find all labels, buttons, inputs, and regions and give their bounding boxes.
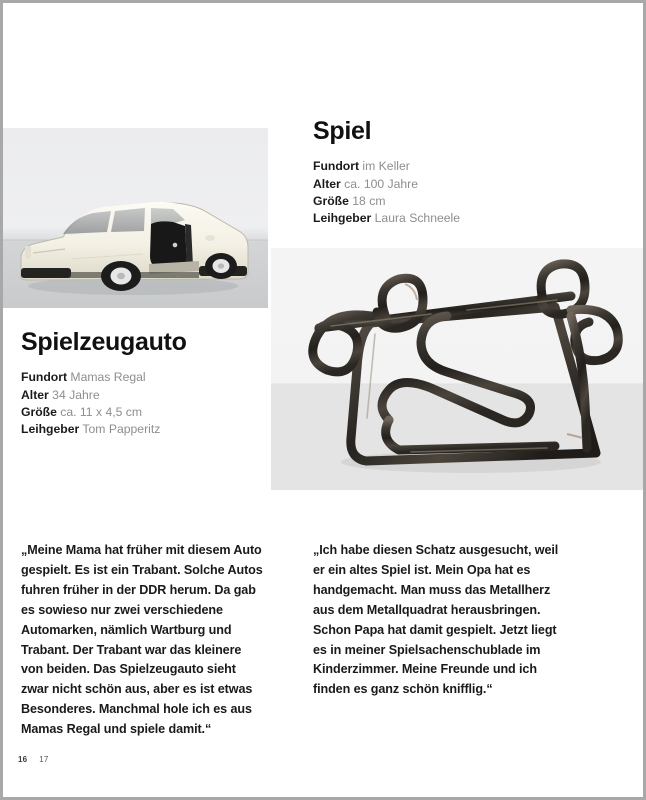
meta-value: Mamas Regal: [70, 370, 146, 385]
meta-label: Größe: [21, 404, 57, 419]
meta-label: Leihgeber: [313, 211, 372, 226]
meta-label: Fundort: [21, 370, 68, 385]
metal-puzzle-illustration: [271, 248, 646, 490]
meta-label: Leihgeber: [21, 422, 80, 437]
left-quote-block: [21, 541, 265, 740]
meta-value: ca. 11 x 4,5 cm: [60, 404, 143, 419]
meta-label: Größe: [313, 193, 349, 208]
left-item-title: Spielzeugauto: [21, 328, 187, 356]
meta-row: [313, 176, 593, 193]
meta-row: [313, 193, 593, 210]
left-meta-list: [21, 369, 269, 438]
left-quote-text: „Meine Mama hat früher mit diesem Auto gespielt. Es ist ein Trabant. Solche Autos fuhren früher in der DDR herum. Da gab es sowieso nur zwei verschiedene Automarken, nämlich Wartburg und Trabant. Der Trabant war das kleinere von beiden. Das Spielzeugauto sieht zwar nicht schön aus, aber es ist etwas Besonderes. Manchmal hole ich es aus Mamas Regal und spiele damit.“: [21, 543, 263, 737]
meta-row: [21, 369, 269, 386]
meta-row: [21, 404, 269, 421]
left-entry-header: [21, 329, 269, 438]
meta-value: Laura Schneele: [374, 211, 461, 226]
toy-car-illustration: [3, 128, 268, 308]
meta-row: [21, 421, 269, 438]
right-quote-text: „Ich habe diesen Schatz ausgesucht, weil er ein altes Spiel ist. Mein Opa hat es handgemacht. Man muss das Metallherz aus dem Metallquadrat herausbringen. Schon Papa hat damit gespielt. Jetzt liegt es in meiner Spielsachenschublade im Kinderzimmer. Meine Freunde und ich finden es ganz schön knifflig.“: [313, 543, 559, 697]
meta-value: Tom Papperitz: [82, 422, 161, 437]
right-meta-list: [313, 158, 593, 227]
meta-label: Fundort: [313, 159, 360, 174]
page-number-footer: [18, 755, 49, 764]
meta-row: [313, 210, 593, 227]
meta-value: im Keller: [362, 159, 410, 174]
right-item-title: Spiel: [313, 117, 372, 145]
page-number-left: 16: [18, 755, 28, 764]
page-number-right: 17: [39, 755, 49, 764]
toy-car-photo: [3, 128, 268, 308]
right-entry-header: [313, 118, 593, 227]
meta-value: ca. 100 Jahre: [344, 176, 419, 191]
right-quote-block: [313, 541, 563, 700]
meta-label: Alter: [21, 387, 49, 402]
metal-puzzle-photo: [271, 248, 646, 490]
meta-value: 34 Jahre: [52, 387, 100, 402]
meta-value: 18 cm: [352, 193, 386, 208]
meta-row: [21, 387, 269, 404]
meta-label: Alter: [313, 176, 341, 191]
meta-row: [313, 158, 593, 175]
